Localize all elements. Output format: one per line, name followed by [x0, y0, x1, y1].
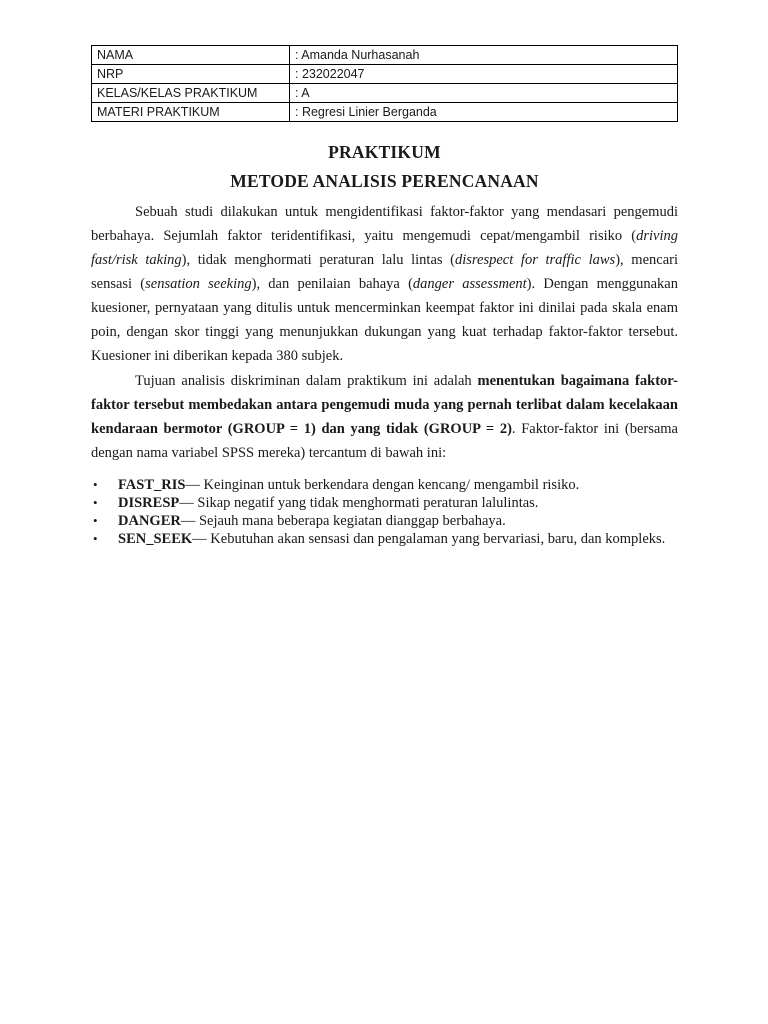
p1-term-sensation: sensation seeking — [145, 276, 252, 292]
p1-text-i: ). Dengan menggunakan kuesioner, pernyataan yang ditulis untuk mencerminkan keempat faktor ini dinilai pada skala enam poin, dengan skor tinggi yang menunjukkan dukungan yang kuat terhadap faktor-faktor tersebut. Kuesioner ini diberikan kepada 380 subjek. — [91, 276, 678, 364]
p1-term-driving: driving fast/risk taking — [91, 228, 678, 268]
list-item — [93, 512, 678, 530]
variable-description: — Sikap negatif yang tidak menghormati peraturan lalulintas. — [179, 495, 539, 511]
p1-text-c: ), tidak menghormati peraturan lalu lintas ( — [181, 252, 456, 268]
table-row — [92, 46, 678, 65]
variable-name: DISRESP — [118, 495, 180, 511]
document-title: PRAKTIKUM — [328, 142, 441, 162]
document-body — [91, 200, 678, 465]
document-page — [91, 45, 678, 548]
variable-description: — Sejauh mana beberapa kegiatan dianggap berbahaya. — [180, 513, 506, 529]
bullet-icon: • — [93, 531, 98, 546]
p1-text-e: ), mencari sensasi ( — [91, 252, 678, 292]
document-subtitle: METODE ANALISIS PERENCANAAN — [230, 171, 539, 191]
bullet-icon: • — [93, 477, 98, 492]
list-item — [93, 530, 678, 548]
variable-name: DANGER — [118, 513, 181, 529]
bullet-icon: • — [93, 495, 98, 510]
kelas-value: : A — [290, 84, 678, 103]
table-row — [92, 84, 678, 103]
materi-value: : Regresi Linier Berganda — [290, 103, 678, 122]
p2-text-a: Tujuan analisis diskriminan dalam praktikum ini adalah — [135, 373, 478, 389]
list-item — [93, 476, 678, 494]
nrp-value: : 232022047 — [290, 65, 678, 84]
p2-objective-bold: menentukan bagaimana faktor-faktor tersebut membedakan antara pengemudi muda yang pernah terlibat dalam kecelakaan kendaraan bermotor (GROUP = 1) dan yang tidak (GROUP = 2) — [91, 373, 678, 437]
student-info-table — [91, 45, 678, 122]
table-row — [92, 65, 678, 84]
p1-text-g: ), dan penilaian bahaya ( — [251, 276, 413, 292]
variable-description: — Kebutuhan akan sensasi dan pengalaman yang bervariasi, baru, dan kompleks. — [192, 531, 666, 547]
variable-list — [91, 476, 678, 548]
variable-name: FAST_RIS — [118, 477, 186, 493]
variable-name: SEN_SEEK — [118, 531, 193, 547]
list-item — [93, 494, 678, 512]
p1-text-a: Sebuah studi dilakukan untuk mengidentifikasi faktor-faktor yang mendasari pengemudi berbahaya. Sejumlah faktor teridentifikasi, yaitu mengemudi cepat/mengambil risiko ( — [91, 204, 678, 244]
paragraph-objective — [91, 369, 678, 465]
materi-label: MATERI PRAKTIKUM — [92, 103, 290, 122]
nama-value: : Amanda Nurhasanah — [290, 46, 678, 65]
p1-term-danger: danger assessment — [412, 276, 527, 292]
kelas-label: KELAS/KELAS PRAKTIKUM — [92, 84, 290, 103]
nrp-label: NRP — [92, 65, 290, 84]
variable-description: — Keinginan untuk berkendara dengan kencang/ mengambil risiko. — [185, 477, 580, 493]
p2-text-c: . Faktor-faktor ini (bersama dengan nama variabel SPSS mereka) tercantum di bawah ini: — [91, 421, 678, 461]
bullet-icon: • — [93, 513, 98, 528]
table-row — [92, 103, 678, 122]
nama-label: NAMA — [92, 46, 290, 65]
paragraph-intro — [91, 200, 678, 368]
p1-term-disrespect: disrespect for traffic laws — [455, 252, 616, 268]
